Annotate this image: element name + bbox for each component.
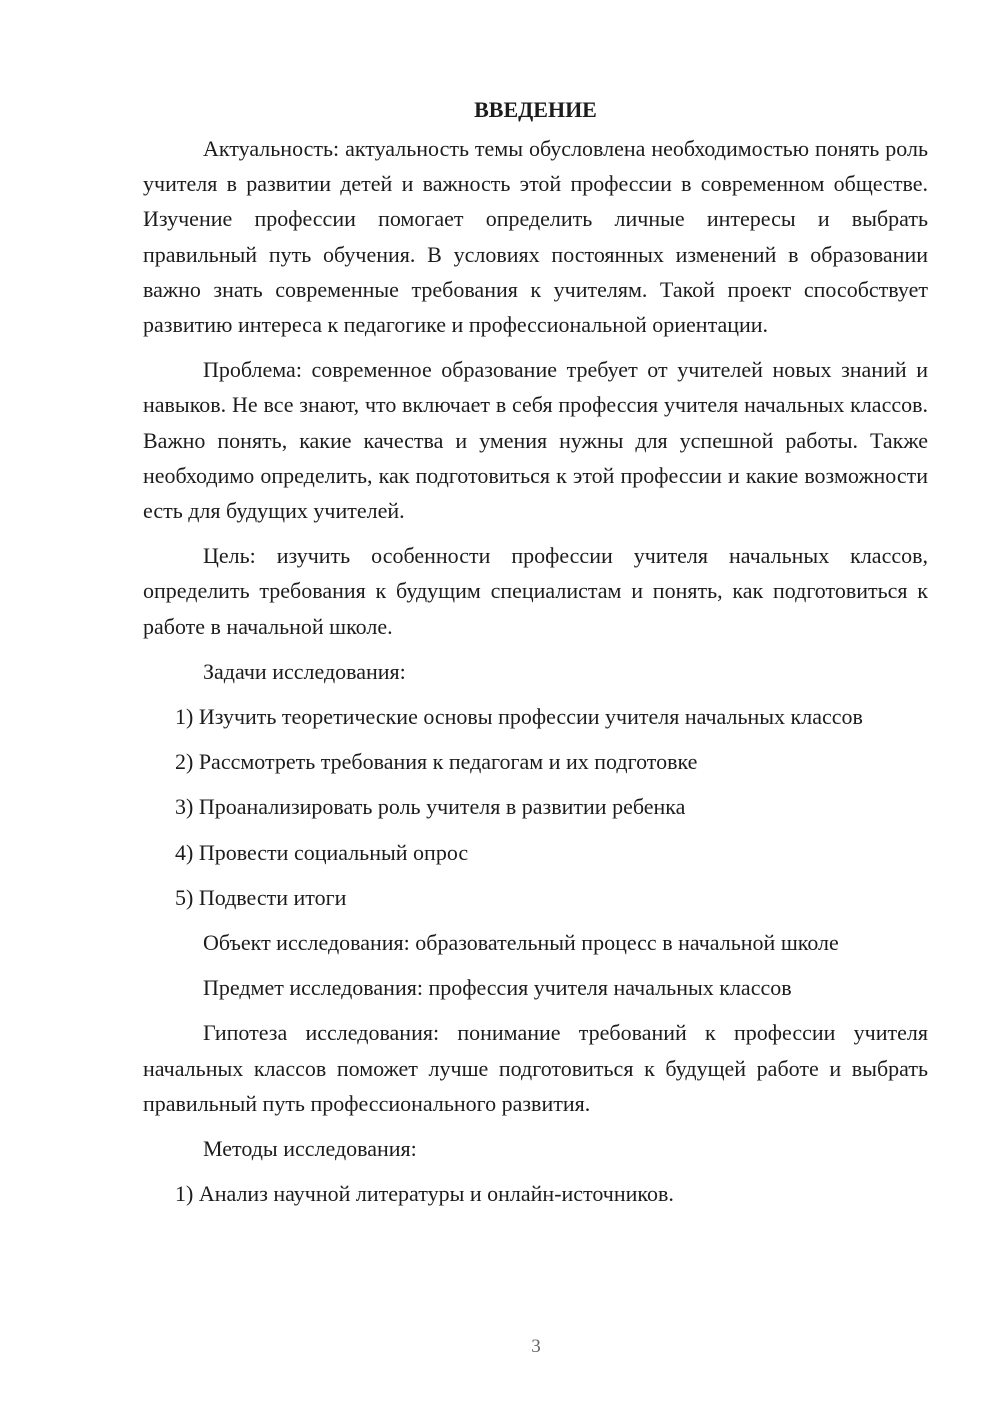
goal-paragraph: Цель: изучить особенности профессии учителя начальных классов, определить требования к будущим специалистам и понять, как подготовиться к работе в начальной школе. bbox=[143, 543, 928, 639]
relevance-paragraph: Актуальность: актуальность темы обусловлена необходимостью понять роль учителя в развитии детей и важность этой профессии в современном обществе. Изучение профессии помогает определить личные интересы и выбрать правильный путь обучения. В условиях постоянных изменений в образовании важно знать современные требования к учителям. Такой проект способствует развитию интереса к педагогике и профессиональной ориентации. bbox=[143, 136, 928, 338]
task-item: 2) Рассмотреть требования к педагогам и их подготовке bbox=[175, 749, 698, 775]
hypothesis-paragraph: Гипотеза исследования: понимание требований к профессии учителя начальных классов поможет лучше подготовиться к будущей работе и выбрать правильный путь профессионального развития. bbox=[143, 1020, 928, 1116]
task-item: 5) Подвести итоги bbox=[175, 884, 347, 910]
subject-paragraph: Предмет исследования: профессия учителя начальных классов bbox=[203, 975, 792, 1001]
task-item: 4) Провести социальный опрос bbox=[175, 839, 469, 865]
method-item: 1) Анализ научной литературы и онлайн-источников. bbox=[175, 1181, 674, 1207]
problem-paragraph: Проблема: современное образование требует от учителей новых знаний и навыков. Не все знают, что включает в себя профессия учителя начальных классов. Важно понять, какие качества и умения нужны для успешной работы. Также необходимо определить, как подготовиться к этой профессии и какие возможности есть для будущих учителей. bbox=[143, 357, 928, 524]
page-body bbox=[143, 92, 928, 1221]
task-item: 3) Проанализировать роль учителя в развитии ребенка bbox=[175, 794, 686, 820]
methods-title: Методы исследования: bbox=[203, 1136, 417, 1162]
tasks-title: Задачи исследования: bbox=[203, 658, 406, 684]
page-number: 3 bbox=[531, 1336, 541, 1357]
object-paragraph: Объект исследования: образовательный процесс в начальной школе bbox=[203, 930, 839, 956]
task-item: 1) Изучить теоретические основы профессии учителя начальных классов bbox=[175, 704, 863, 730]
section-heading: ВВЕДЕНИЕ bbox=[474, 97, 597, 122]
